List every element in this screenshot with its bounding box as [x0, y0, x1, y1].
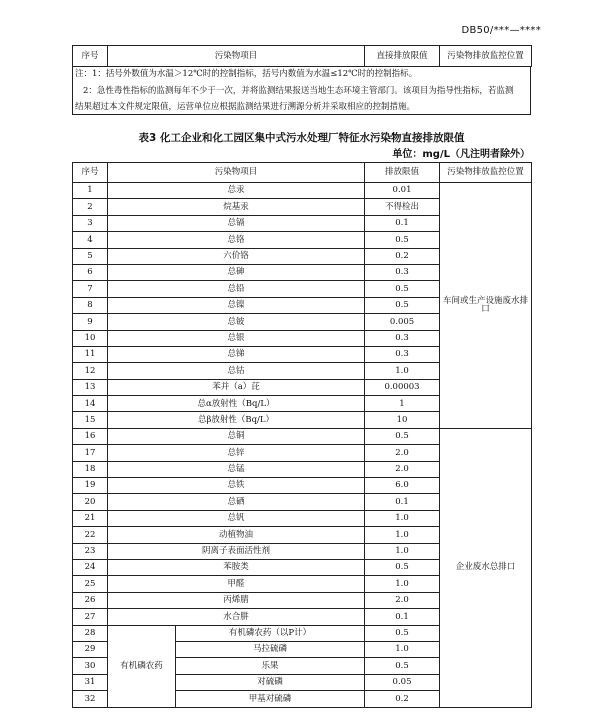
row-number: 13	[73, 379, 108, 395]
pollutant-name: 总硒	[108, 494, 365, 510]
pollutant-limits-table	[72, 162, 532, 708]
header-cell-number: 序号	[73, 163, 108, 183]
table-row	[73, 183, 532, 199]
row-number: 14	[73, 396, 108, 412]
limit-value: 0.5	[365, 559, 440, 575]
group-label: 有机磷农药	[108, 625, 176, 707]
limit-value: 0.3	[365, 346, 440, 362]
pollutant-name: 苯并（a）芘	[108, 379, 365, 395]
limit-value: 0.2	[365, 248, 440, 264]
limit-value: 0.5	[365, 658, 440, 674]
table-caption: 表3 化工企业和化工园区集中式污水处理厂特征水污染物直接排放限值	[138, 132, 465, 144]
pollutant-name: 有机磷农药（以P计）	[176, 625, 365, 641]
pollutant-name: 苯胺类	[108, 559, 365, 575]
limit-value: 0.1	[365, 494, 440, 510]
limit-value: 0.1	[365, 609, 440, 625]
pollutant-name: 总锰	[108, 461, 365, 477]
row-number: 6	[73, 264, 108, 280]
row-number: 2	[73, 199, 108, 215]
pollutant-name: 马拉硫磷	[176, 641, 365, 657]
pollutant-name: 丙烯腈	[108, 592, 365, 608]
limit-value: 0.3	[365, 264, 440, 280]
row-number: 10	[73, 330, 108, 346]
row-number: 24	[73, 559, 108, 575]
row-number: 17	[73, 445, 108, 461]
pollutant-name: 总铬	[108, 232, 365, 248]
header-cell-pollutant: 污染物项目	[108, 163, 365, 183]
limit-value: 1.0	[365, 527, 440, 543]
pollutant-name: 总β放射性（Bq/L）	[108, 412, 365, 428]
pollutant-name: 总镉	[108, 215, 365, 231]
row-number: 1	[73, 183, 108, 199]
pollutant-name: 总银	[108, 330, 365, 346]
pollutant-name: 总铜	[108, 428, 365, 444]
monitoring-location: 车间或生产设施废水排口	[440, 183, 532, 429]
limit-value: 0.5	[365, 428, 440, 444]
pollutant-name: 甲基对硫磷	[176, 691, 365, 707]
limit-value: 0.00003	[365, 379, 440, 395]
limit-value: 0.2	[365, 691, 440, 707]
pollutant-name: 总铍	[108, 314, 365, 330]
limit-value: 2.0	[365, 461, 440, 477]
limit-value: 0.5	[365, 625, 440, 641]
table-row	[73, 428, 532, 444]
pollutant-name: 总铁	[108, 478, 365, 494]
pollutant-name: 总镍	[108, 297, 365, 313]
pollutant-name: 甲醛	[108, 576, 365, 592]
limit-value: 1.0	[365, 510, 440, 526]
row-number: 8	[73, 297, 108, 313]
note-line: 注：1：括号外数值为水温＞12℃时的控制指标，括号内数值为水温≤12℃时的控制指标。	[75, 69, 418, 79]
row-number: 28	[73, 625, 108, 641]
limit-value: 1.0	[365, 641, 440, 657]
limit-value: 2.0	[365, 445, 440, 461]
note-line: 结果超过本文件规定限值，运营单位应根据监测结果进行溯源分析并采取相应的控制措施。	[75, 102, 416, 112]
row-number: 21	[73, 510, 108, 526]
limit-value: 1.0	[365, 363, 440, 379]
limit-value: 6.0	[365, 478, 440, 494]
limit-value: 0.5	[365, 281, 440, 297]
limit-value: 0.5	[365, 232, 440, 248]
limit-value: 2.0	[365, 592, 440, 608]
limit-value: 1	[365, 396, 440, 412]
pollutant-name: 总锑	[108, 346, 365, 362]
limit-value: 不得检出	[365, 199, 440, 215]
header-cell-limit: 直接排放限值	[365, 46, 440, 67]
limit-value: 0.1	[365, 215, 440, 231]
row-number: 27	[73, 609, 108, 625]
row-number: 26	[73, 592, 108, 608]
pollutant-name: 烷基汞	[108, 199, 365, 215]
pollutant-name: 阴离子表面活性剂	[108, 543, 365, 559]
pollutant-name: 总α放射性（Bq/L）	[108, 396, 365, 412]
pollutant-name: 对硫磷	[176, 674, 365, 690]
header-cell-pollutant: 污染物项目	[108, 46, 365, 67]
limit-value: 1.0	[365, 576, 440, 592]
pollutant-name: 总汞	[108, 183, 365, 199]
row-number: 3	[73, 215, 108, 231]
row-number: 12	[73, 363, 108, 379]
row-number: 19	[73, 478, 108, 494]
row-number: 9	[73, 314, 108, 330]
table-notes	[72, 66, 531, 115]
header-cell-number: 序号	[73, 46, 108, 67]
row-number: 7	[73, 281, 108, 297]
header-cell-location: 污染物排放监控位置	[440, 163, 532, 183]
limit-value: 10	[365, 412, 440, 428]
note-line: 2：急性毒性指标的监测每年不少于一次，并将监测结果报送当地生态环境主管部门。该项目为指导性指标，若监测	[83, 85, 514, 96]
row-number: 16	[73, 428, 108, 444]
pollutant-name: 总钴	[108, 363, 365, 379]
row-number: 11	[73, 346, 108, 362]
limit-value: 0.5	[365, 297, 440, 313]
pollutant-name: 总砷	[108, 264, 365, 280]
pollutant-name: 水合肼	[108, 609, 365, 625]
row-number: 29	[73, 641, 108, 657]
row-number: 22	[73, 527, 108, 543]
row-number: 32	[73, 691, 108, 707]
limit-value: 0.01	[365, 183, 440, 199]
row-number: 15	[73, 412, 108, 428]
table-unit: 单位：mg/L（凡注明者除外）	[392, 149, 530, 160]
row-number: 18	[73, 461, 108, 477]
row-number: 4	[73, 232, 108, 248]
pollutant-name: 六价铬	[108, 248, 365, 264]
pollutant-name: 动植物油	[108, 527, 365, 543]
row-number: 20	[73, 494, 108, 510]
pollutant-name: 总钒	[108, 510, 365, 526]
document-code: DB50/***—****	[461, 25, 541, 36]
monitoring-location: 企业废水总排口	[440, 428, 532, 707]
row-number: 31	[73, 674, 108, 690]
row-number: 25	[73, 576, 108, 592]
row-number: 5	[73, 248, 108, 264]
limit-value: 0.05	[365, 674, 440, 690]
limit-value: 0.005	[365, 314, 440, 330]
row-number: 23	[73, 543, 108, 559]
previous-table-header	[72, 45, 532, 67]
header-cell-limit: 排放限值	[365, 163, 440, 183]
pollutant-name: 总锌	[108, 445, 365, 461]
limit-value: 1.0	[365, 543, 440, 559]
pollutant-name: 乐果	[176, 658, 365, 674]
limit-value: 0.3	[365, 330, 440, 346]
row-number: 30	[73, 658, 108, 674]
pollutant-name: 总铅	[108, 281, 365, 297]
header-cell-location: 污染物排放监控位置	[440, 46, 532, 67]
